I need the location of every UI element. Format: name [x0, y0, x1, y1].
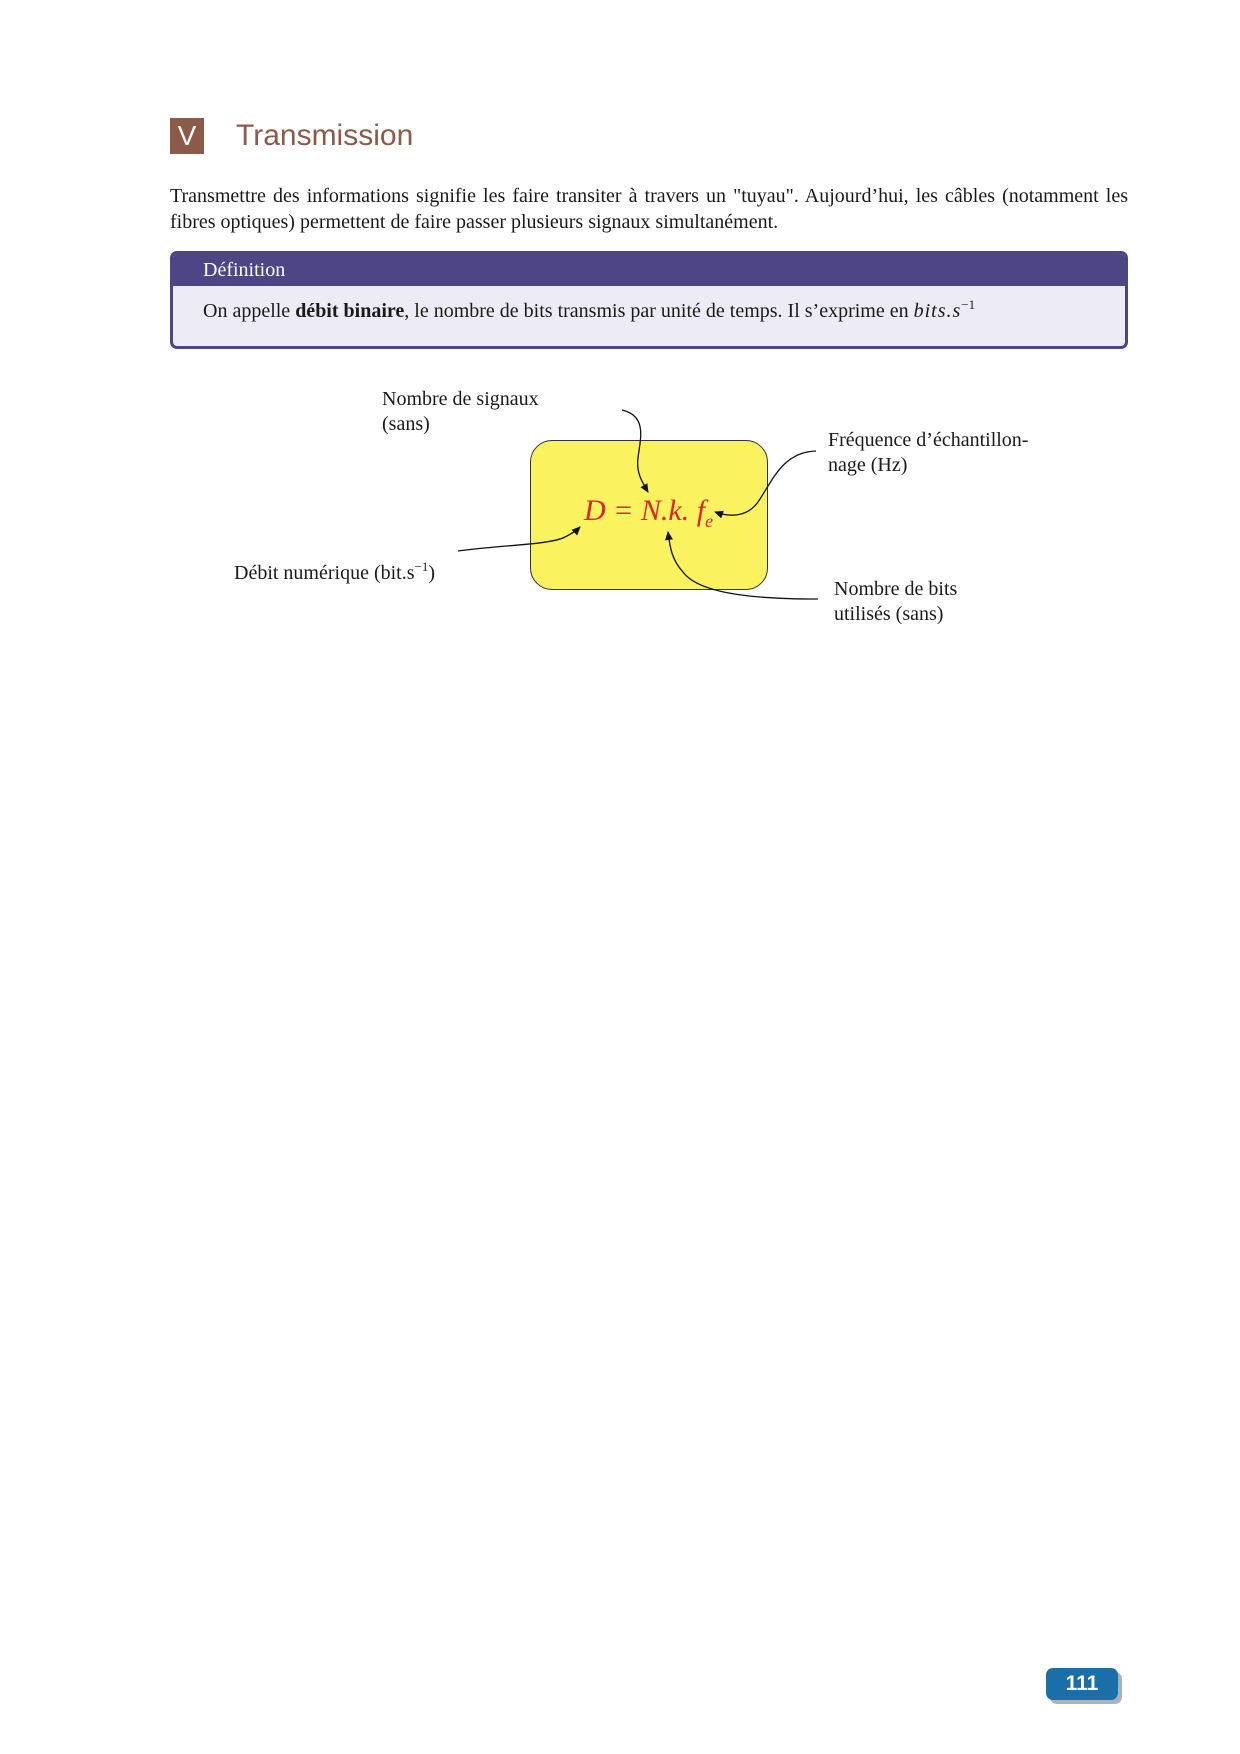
label-debit-exponent: −1	[414, 559, 429, 574]
label-nombre-signaux	[382, 387, 539, 437]
definition-term: débit binaire	[295, 300, 405, 322]
label-bits-line1: Nombre de bits	[834, 578, 958, 600]
label-debit-close: )	[428, 562, 436, 584]
arrow-frequence	[715, 451, 816, 515]
label-nombre-bits	[834, 577, 957, 627]
label-debit-numerique	[234, 561, 435, 586]
intro-paragraph: Transmettre des informations signifie les faire transiter à travers un "tuyau". Aujourd’hui, les câbles (notamment les fibres optiques) permettent de faire passer plusieurs signaux simultanément.	[170, 185, 1128, 233]
formula-subscript: e	[705, 511, 714, 531]
page-number: 111	[1046, 1668, 1118, 1700]
label-debit-text: Débit numérique (bit.s	[234, 562, 415, 584]
definition-unit: bits.s	[913, 300, 962, 322]
arrow-debit	[458, 527, 580, 551]
definition-text-start: On appelle	[203, 300, 296, 322]
section-title: Transmission	[236, 119, 414, 152]
label-frequence	[828, 428, 1028, 478]
label-frequence-line1: Fréquence d’échantillon-	[828, 429, 1029, 451]
arrow-signaux	[622, 410, 648, 492]
label-signaux-line2: (sans)	[382, 413, 430, 435]
definition-text-end: , le nombre de bits transmis par unité de temps. Il s’exprime en	[404, 300, 914, 322]
arrow-bits	[668, 532, 818, 599]
label-bits-line2: utilisés (sans)	[834, 603, 944, 625]
definition-title: Définition	[173, 254, 1125, 286]
definition-unit-exponent: −1	[961, 297, 976, 312]
label-signaux-line1: Nombre de signaux	[382, 388, 539, 410]
formula-main: D = N.k. f	[584, 494, 706, 527]
section-number: V	[170, 118, 204, 154]
label-frequence-line2: nage (Hz)	[828, 454, 908, 476]
